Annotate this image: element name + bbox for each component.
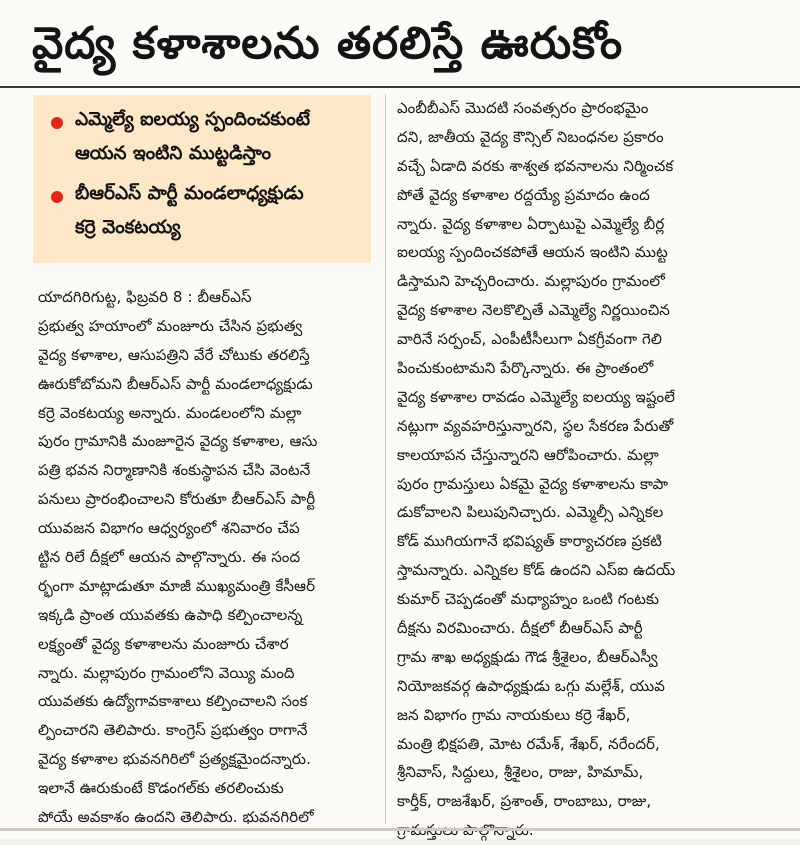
body-text-line: ప్రభుత్వ హయాంలో మంజూరు చేసిన ప్రభుత్వ xyxy=(38,316,303,335)
highlight-item xyxy=(51,103,366,171)
highlight-line: ఎమ్మెల్యే ఐలయ్య స్పందించకుంటే xyxy=(75,109,311,130)
body-text-line: కార్తీక్, రాజశేఖర్, ప్రశాంత్, రాంబాబు, రాజు, xyxy=(397,792,652,811)
body-text-line: డుకోవాలని పిలుపునిచ్చారు. ఎమ్మెల్సీ ఎన్నికల xyxy=(397,503,664,522)
body-text-line: ఐలయ్య స్పందించకపోతే ఆయన ఇంటిని ముట్ట xyxy=(397,243,668,262)
body-text-line: వారినే సర్పంచ్, ఎంపీటీసీలుగా ఏకగ్రీవంగా గెలి xyxy=(397,330,662,349)
body-column-right xyxy=(397,94,767,845)
body-column-left xyxy=(38,283,368,832)
body-text-line: ఊరుకోబోమని బీఆర్ఎస్ పార్టీ మండలాధ్యక్షుడు xyxy=(38,374,313,393)
body-text-line: వైద్య కళాశాల నెలకొల్పితే ఎమ్మెల్యే నిర్ణయించిన xyxy=(397,301,670,320)
body-text-line: ఇక్కడి ప్రాంత యువతకు ఉపాధి కల్పించాలన్న xyxy=(38,605,303,624)
column-divider xyxy=(385,94,386,824)
body-text-line: వచ్చే ఏడాది వరకు శాశ్వత భవనాలను నిర్మించక xyxy=(397,156,674,175)
body-text-line: యాదగిరిగుట్ట, ఫిబ్రవరి 8 : బీఆర్ఎస్ xyxy=(38,288,252,306)
headline-rule xyxy=(0,86,800,88)
headline: వైద్య కళాశాలను తరలిస్తే ఊరుకోం xyxy=(32,18,624,69)
body-text-line: కోడ్ ముగియగానే భవిష్యత్ కార్యాచరణ ప్రకటి xyxy=(397,532,662,551)
body-text-line: పోతే వైద్య కళాశాల రద్దయ్యే ప్రమాదం ఉంద xyxy=(397,185,650,204)
body-text-line: నియోజకవర్గ ఉపాధ్యక్షుడు ఒగ్గు మల్లేశ్, యువ xyxy=(397,676,666,695)
body-text-line: ఇలానే ఊరుకుంటే కొడంగల్‌కు తరలించుకు xyxy=(38,779,284,798)
body-text-line: న్నారు. మల్లాపురం గ్రామంలోని వెయ్యి మంది xyxy=(38,663,295,682)
body-text-line: వైద్య కళాశాల భువనగిరిలో ప్రత్యక్షమైందన్నారు. xyxy=(38,750,311,769)
body-text-line: గ్రామ శాఖ అధ్యక్షుడు గౌడ శ్రీశైలం, బీఆర్ఎస్వీ xyxy=(397,647,658,666)
highlight-line: కర్రె వెంకటయ్య xyxy=(75,217,181,238)
bullet-icon xyxy=(51,191,63,203)
body-text-line: పురం గ్రామస్తులు ఏకమై వైద్య కళాశాలను కాపా xyxy=(397,474,669,493)
body-text-line: పత్రి భవన నిర్మాణానికి శంకుస్థాపన చేసి వెంటనే xyxy=(38,461,311,480)
body-text-line: దీక్షను విరమించారు. దీక్షలో బీఆర్ఎస్ పార్టీ xyxy=(397,619,643,638)
body-text-line: స్తామన్నారు. ఎన్నికల కోడ్ ఉందని ఎస్ఐ ఉదయ్ xyxy=(397,561,676,580)
body-text-line: శ్రీనివాస్, సిద్దులు, శ్రీశైలం, రాజు, హిమామ్, xyxy=(397,763,644,782)
body-text-line: కాలయాపన చేస్తున్నారని ఆరోపించారు. మల్లా xyxy=(397,445,659,464)
body-text-line: ల్పించారని తెలిపారు. కాంగ్రెస్ ప్రభుత్వం రాగానే xyxy=(38,721,308,740)
body-text-line: ర్భంగా మాట్లాడుతూ మాజీ ముఖ్యమంత్రి కేసీఆర్ xyxy=(38,576,316,595)
bottom-rule xyxy=(0,828,800,831)
highlight-text xyxy=(75,177,304,245)
body-text-line: వైద్య కళాశాల రావడం ఎమ్మెల్యే ఐలయ్య ఇష్టంలే xyxy=(397,387,675,406)
body-text-line: ఎంబీబీఎస్ మొదటి సంవత్సరం ప్రారంభమైం xyxy=(397,99,649,117)
body-text-line: పనులు ప్రారంభించాలని కోరుతూ బీఆర్ఎస్ పార్టీ xyxy=(38,490,316,509)
body-text-line: యువజన విభాగం ఆధ్వర్యంలో శనివారం చేప xyxy=(38,519,300,538)
highlight-line: ఆయన ఇంటిని ముట్టడిస్తాం xyxy=(75,143,272,164)
body-text-line: న్నారు. వైద్య కళాశాల ఏర్పాటుపై ఎమ్మెల్యే బీర్ల xyxy=(397,214,665,233)
body-text-line: పురం గ్రామానికి మంజూరైన వైద్య కళాశాల, ఆసు xyxy=(38,432,318,451)
body-text-line: పోయే అవకాశం ఉందని తెలిపారు. భువనగిరిలో xyxy=(38,808,314,827)
body-text-line: ట్టిన రిలే దీక్షలో ఆయన పాల్గొన్నారు. ఈ సంద xyxy=(38,548,301,567)
highlight-item xyxy=(51,177,366,245)
body-text-line: దని, జాతీయ వైద్య కౌన్సిల్ నిబంధనల ప్రకారం xyxy=(397,127,664,146)
body-text-line: జన విభాగం గ్రామ నాయకులు కర్రె శేఖర్, xyxy=(397,705,631,724)
highlight-line: బీఆర్ఎస్ పార్టీ మండలాధ్యక్షుడు xyxy=(75,183,304,204)
body-text-line: డిస్తామని హెచ్చరించారు. మల్లాపురం గ్రామంలో xyxy=(397,272,665,291)
body-text-line: నట్లుగా వ్యవహరిస్తున్నారని, స్థల సేకరణ పేరుతో xyxy=(397,416,674,435)
body-text-line: కర్రె వెంకటయ్య అన్నారు. మండలంలోని మల్లా xyxy=(38,403,302,422)
body-text-line: వైద్య కళాశాల, ఆసుపత్రిని వేరే చోటుకు తరలిస్తే xyxy=(38,345,310,364)
body-text-line: లక్ష్యంతో వైద్య కళాశాలను మంజూరు చేశార xyxy=(38,634,289,653)
bullet-icon xyxy=(51,117,63,129)
body-text-line: యువతకు ఉద్యోగావకాశాలు కల్పించాలని సంక xyxy=(38,692,308,711)
body-text-line: మంత్రి భిక్షపతి, మోట రమేశ్, శేఖర్, నరేందర్, xyxy=(397,734,660,753)
body-text-line: కుమార్ చెప్పడంతో మధ్యాహ్నం ఒంటి గంటకు xyxy=(397,590,659,609)
body-text-line: పించుకుంటామని పేర్కొన్నారు. ఈ ప్రాంతంలో xyxy=(397,359,654,378)
highlights-box xyxy=(33,95,371,263)
highlight-text xyxy=(75,103,310,171)
